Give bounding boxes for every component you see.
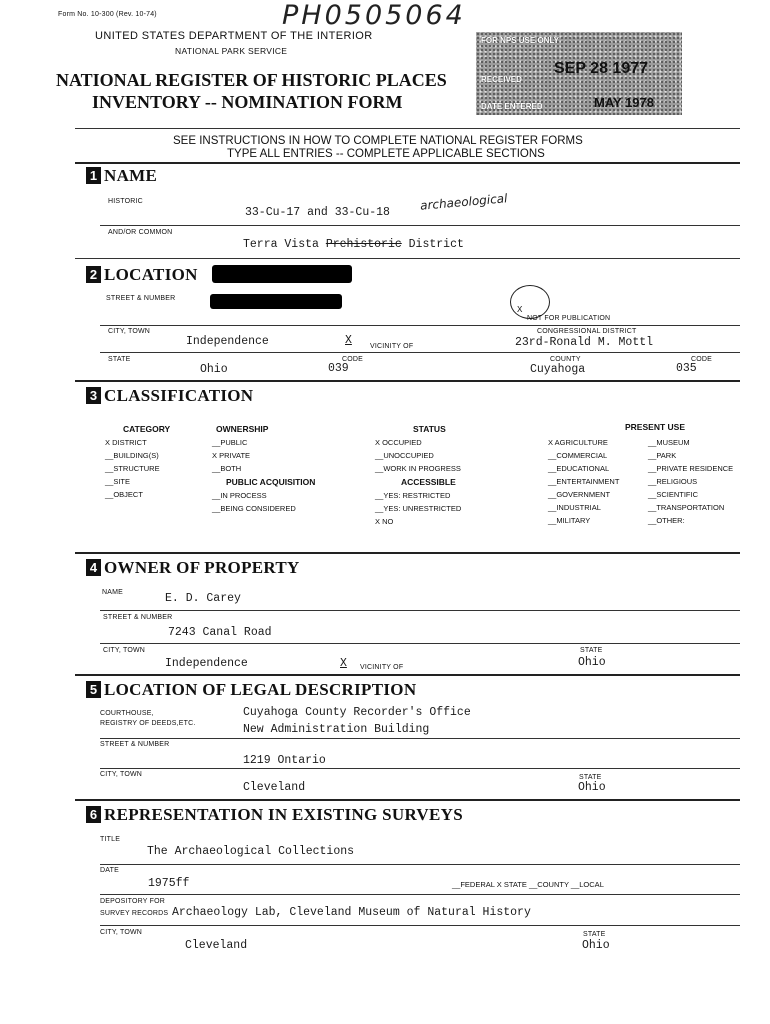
use-item: __EDUCATIONAL	[548, 464, 610, 473]
struck-word: Prehistoric	[325, 238, 402, 251]
survey-city-label: CITY, TOWN	[100, 929, 143, 936]
section-number: 6	[86, 806, 101, 823]
legal-street: 1219 Ontario	[243, 754, 326, 767]
acquisition-item: __BEING CONSIDERED	[212, 504, 296, 513]
acquisition-item: __IN PROCESS	[212, 491, 267, 500]
section-title: LOCATION OF LEGAL DESCRIPTION	[104, 680, 417, 699]
legal-street-label: STREET & NUMBER	[100, 741, 170, 748]
nps-use-only-stamp	[476, 32, 682, 115]
received-date: SEP 28 1977	[554, 60, 649, 77]
owner-street: 7243 Canal Road	[168, 626, 272, 639]
use-item: __TRANSPORTATION	[648, 503, 725, 512]
vicinity-mark: X	[345, 334, 352, 347]
section-title: CLASSIFICATION	[104, 386, 254, 405]
common-name	[243, 238, 464, 251]
state-value: Ohio	[200, 363, 228, 376]
congressional-district-label: CONGRESSIONAL DISTRICT	[537, 328, 637, 335]
use-item: __PRIVATE RESIDENCE	[648, 464, 734, 473]
column-heading: CATEGORY	[123, 424, 171, 434]
state-label: STATE	[108, 356, 131, 363]
instructions-line-1: SEE INSTRUCTIONS IN HOW TO COMPLETE NATIONAL REGISTER FORMS	[173, 135, 583, 147]
form-title-line-2: INVENTORY -- NOMINATION FORM	[92, 92, 403, 112]
section-title: OWNER OF PROPERTY	[104, 558, 300, 577]
owner-state: Ohio	[578, 656, 606, 669]
historic-label: HISTORIC	[108, 198, 143, 205]
survey-state: Ohio	[582, 939, 610, 952]
section-number: 4	[86, 559, 101, 576]
section-title: NAME	[104, 166, 158, 185]
category-column	[105, 422, 170, 501]
ownership-column	[212, 422, 315, 515]
county-label: COUNTY	[550, 356, 581, 363]
redaction-bar	[212, 265, 352, 283]
owner-name-label: NAME	[102, 589, 124, 596]
accessible-item: X NO	[375, 517, 394, 526]
section-4-heading	[86, 558, 300, 578]
ownership-item: X PRIVATE	[212, 451, 251, 460]
owner-city-label: CITY, TOWN	[103, 647, 146, 654]
not-for-publication-mark: X	[517, 305, 523, 315]
survey-date: 1975ff	[148, 877, 190, 890]
owner-street-label: STREET & NUMBER	[103, 614, 173, 621]
section-number: 3	[86, 387, 101, 404]
survey-level: __FEDERAL X STATE __COUNTY __LOCAL	[452, 880, 604, 889]
legal-state: Ohio	[578, 781, 606, 794]
common-name-part: Terra Vista	[243, 238, 319, 251]
use-item: __OTHER:	[648, 516, 685, 525]
owner-vicinity-mark: X	[340, 657, 347, 670]
use-item: __INDUSTRIAL	[548, 503, 601, 512]
present-use-column-2	[648, 436, 733, 527]
handwritten-reference-number: PH0505064	[282, 0, 466, 31]
city-value: Independence	[186, 335, 269, 348]
ownership-item: __PUBLIC	[212, 438, 248, 447]
street-label: STREET & NUMBER	[106, 295, 176, 302]
use-item: __SCIENTIFIC	[648, 490, 699, 499]
category-item: X DISTRICT	[105, 438, 147, 447]
column-heading: PUBLIC ACQUISITION	[226, 477, 316, 487]
use-item: __PARK	[648, 451, 677, 460]
status-item: X OCCUPIED	[375, 438, 422, 447]
section-title: LOCATION	[104, 265, 198, 284]
county-value: Cuyahoga	[530, 363, 586, 376]
section-6-heading	[86, 805, 463, 825]
column-heading: STATUS	[413, 424, 446, 434]
owner-state-label: STATE	[580, 647, 603, 654]
legal-state-label: STATE	[579, 774, 602, 781]
common-name-part: District	[408, 238, 464, 251]
depository-label-2: SURVEY RECORDS	[100, 910, 169, 917]
present-use-heading: PRESENT USE	[625, 422, 685, 432]
use-item: __COMMERCIAL	[548, 451, 608, 460]
not-for-publication-label: NOT FOR PUBLICATION	[527, 315, 611, 322]
congressional-district-value: 23rd-Ronald M. Mottl	[515, 336, 654, 349]
redaction-bar	[210, 294, 342, 309]
use-item: __GOVERNMENT	[548, 490, 611, 499]
handwritten-note: archaeological	[419, 191, 508, 213]
form-title-line-1: NATIONAL REGISTER OF HISTORIC PLACES	[56, 70, 447, 90]
category-item: __SITE	[105, 477, 131, 486]
courthouse-value-2: New Administration Building	[243, 723, 430, 736]
county-code: 035	[676, 362, 697, 375]
section-2-heading	[86, 265, 198, 285]
category-item: __BUILDING(S)	[105, 451, 159, 460]
status-column	[375, 422, 461, 528]
use-item: X AGRICULTURE	[548, 438, 608, 447]
city-label: CITY, TOWN	[108, 328, 151, 335]
use-item: __MILITARY	[548, 516, 591, 525]
use-item: __RELIGIOUS	[648, 477, 698, 486]
received-label: RECEIVED	[481, 75, 522, 84]
state-code-label: CODE	[342, 356, 364, 363]
survey-state-label: STATE	[583, 931, 606, 938]
status-item: __UNOCCUPIED	[375, 451, 434, 460]
accessible-item: __YES: RESTRICTED	[375, 491, 451, 500]
county-code-label: CODE	[691, 356, 713, 363]
survey-date-label: DATE	[100, 867, 119, 874]
category-item: __OBJECT	[105, 490, 143, 499]
survey-title: The Archaeological Collections	[147, 845, 355, 858]
depository-value: Archaeology Lab, Cleveland Museum of Natural History	[172, 906, 531, 919]
section-number: 5	[86, 681, 101, 698]
vicinity-label: VICINITY OF	[370, 343, 414, 350]
column-heading: OWNERSHIP	[216, 424, 269, 434]
survey-title-label: TITLE	[100, 836, 121, 843]
courthouse-value-1: Cuyahoga County Recorder's Office	[243, 706, 471, 719]
form-number: Form No. 10-300 (Rev. 10-74)	[58, 11, 157, 18]
stamp-label: FOR NPS USE ONLY	[481, 36, 559, 45]
owner-city: Independence	[165, 657, 248, 670]
category-item: __STRUCTURE	[105, 464, 160, 473]
owner-vicinity-label: VICINITY OF	[360, 664, 404, 671]
status-item: __WORK IN PROGRESS	[375, 464, 461, 473]
historic-name: 33-Cu-17 and 33-Cu-18	[245, 206, 390, 219]
department-name: UNITED STATES DEPARTMENT OF THE INTERIOR	[95, 30, 373, 42]
section-5-heading	[86, 680, 416, 700]
courthouse-label-1: COURTHOUSE,	[100, 710, 154, 717]
present-use-column-1	[548, 436, 619, 527]
circled-mark	[510, 285, 550, 319]
service-name: NATIONAL PARK SERVICE	[175, 46, 288, 56]
depository-label-1: DEPOSITORY FOR	[100, 898, 166, 905]
use-item: __ENTERTAINMENT	[548, 477, 620, 486]
state-code: 039	[328, 362, 349, 375]
date-entered-label: DATE ENTERED	[481, 102, 543, 111]
legal-city: Cleveland	[243, 781, 306, 794]
section-number: 1	[86, 167, 101, 184]
date-entered-value: MAY 1978	[594, 95, 654, 110]
section-number: 2	[86, 266, 101, 283]
accessible-item: __YES: UNRESTRICTED	[375, 504, 462, 513]
common-name-label: AND/OR COMMON	[108, 229, 173, 236]
use-item: __MUSEUM	[648, 438, 690, 447]
legal-city-label: CITY, TOWN	[100, 771, 143, 778]
ownership-item: __BOTH	[212, 464, 242, 473]
instructions-line-2: TYPE ALL ENTRIES -- COMPLETE APPLICABLE SECTIONS	[227, 148, 545, 160]
section-3-heading	[86, 386, 253, 406]
section-title: REPRESENTATION IN EXISTING SURVEYS	[104, 805, 463, 824]
owner-name: E. D. Carey	[165, 592, 241, 605]
survey-city: Cleveland	[185, 939, 248, 952]
courthouse-label-2: REGISTRY OF DEEDS,ETC.	[100, 720, 196, 727]
section-1-heading	[86, 166, 157, 186]
column-heading: ACCESSIBLE	[401, 477, 456, 487]
